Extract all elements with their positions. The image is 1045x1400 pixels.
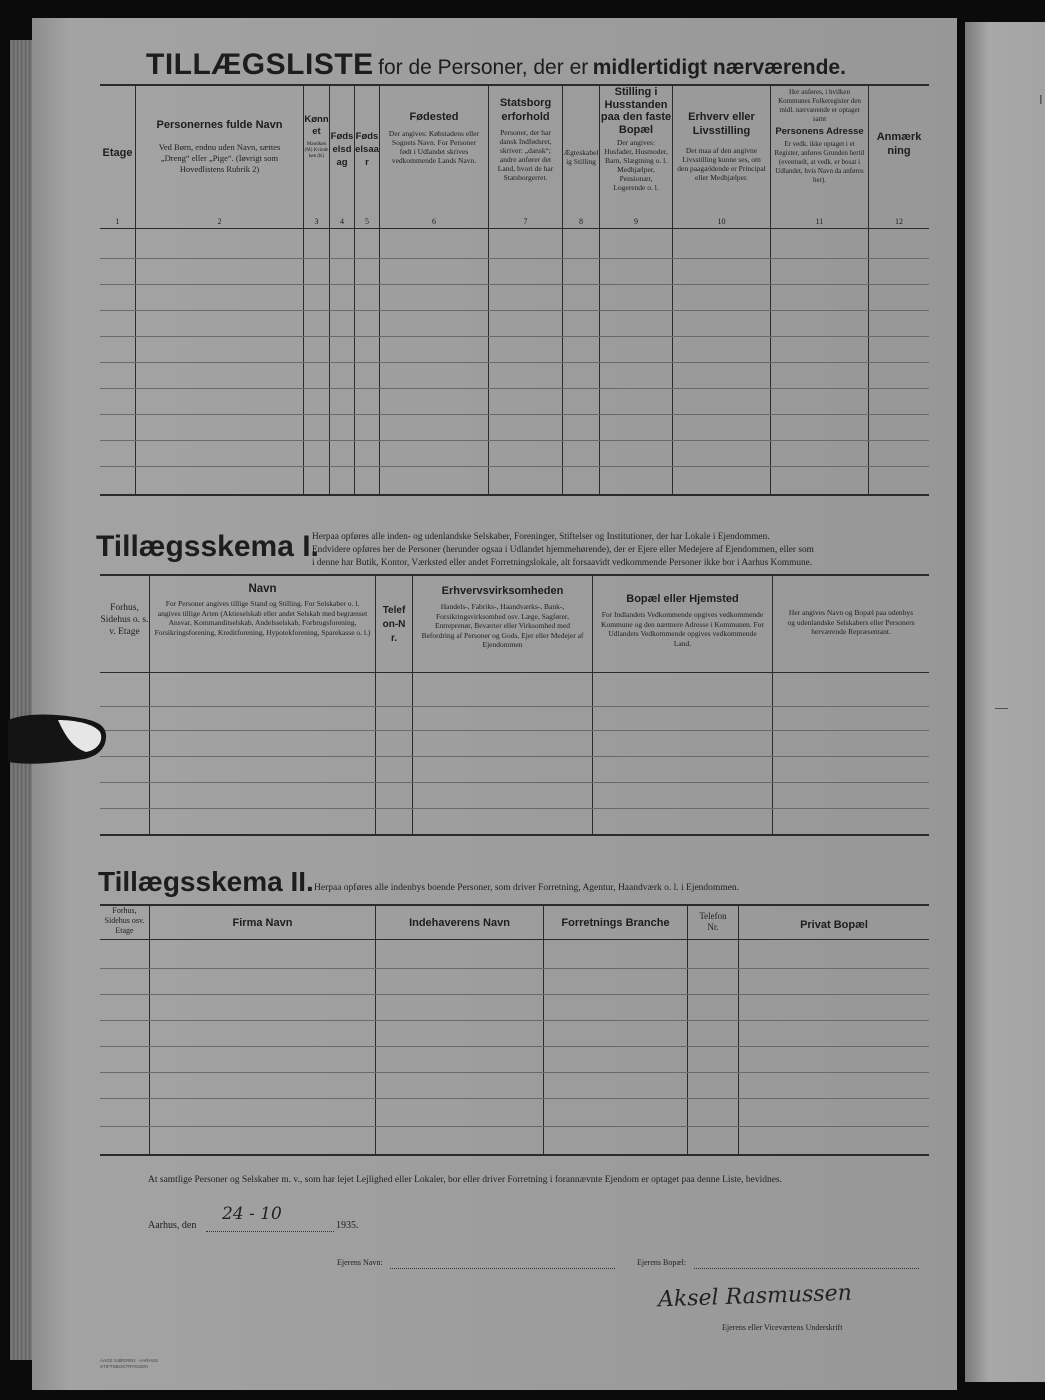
skema1-col-bopael [593,592,772,648]
col-stilling-sub: Der angives: Husfader, Husmoder, Barn, Slægtning o. l. Medhjælper, Pensionær, Logerende o. l. [604,138,668,192]
col-koen-header [304,114,329,160]
col-navn-sub: Ved Børn, endnu uden Navn, sættes „Dreng“ eller „Pige“. (Iøvrigt som Hovedlistens Rubrik 2) [158,142,281,174]
skema2-title: Tillægsskema II. [98,866,314,897]
signature-handwritten: Aksel Rasmussen [657,1280,853,1313]
col-num-10: 10 [717,217,726,226]
skema2-col-branche: Forretnings Branche [561,917,670,929]
col-stilling-header [600,86,672,192]
thumb-icon [8,712,108,768]
form-page [32,18,957,1390]
col-foedested-title: Fødested [409,111,459,123]
skema1-title: Tillægsskema I. [96,530,319,563]
owner-name-label: Ejerens Navn: [337,1258,383,1267]
col-num-4: 4 [340,217,344,226]
col-etage-header: Etage [102,147,133,159]
skema1-col-navn-sub: For Personer angives tillige Stand og Stilling. For Selskaber o. l. angives tillige Arten (Aktieselskab eller andet Selskab med begrænset Ansvar, Kommanditselskab, Andelsselskab, Forbrugsforening, Forsikringsforening, Kreditforening, Hypotekforening, Sparekasse o. l.) [154,599,371,637]
skema1-col-bopael-sub: For Indlandets Vedkommende opgives vedkommende Kommune og den nærmere Adresse i Kommunen. For Udlandets Vedkommende opgives vedkommende Land. [601,610,764,648]
skema1-col-navn [150,582,375,637]
col-erhverv-header [673,110,770,182]
col-navn-header [136,118,303,175]
col-statsborger-title: Statsborgerforhold [499,97,552,123]
facing-page [965,22,1045,1382]
col-num-3: 3 [314,217,319,226]
skema1-col-repr: Her angives Navn og Bopæl paa udenbys og udenlandske Selskabers eller Personers herværende Repræsentant. [787,608,915,636]
title-main: TILLÆGSLISTE [146,48,374,81]
skema1-intro [312,531,930,570]
year-label: 1935. [336,1220,359,1231]
tillaegsliste-title [146,48,846,82]
col-num-9: 9 [634,217,638,226]
date-handwritten: 24 - 10 [222,1204,282,1224]
col-foedselsdag-header: Fødselsdag [330,131,354,168]
skema1-col-erhverv [413,584,592,650]
owner-address-label: Ejerens Bopæl: [637,1258,687,1267]
owner-name-line [390,1267,615,1269]
declaration: At samtlige Personer og Selskaber m. v., som har lejet Lejlighed eller Lokaler, bor eller driver Forretning i forannævnte Ejendom er optaget paa denne Liste, bevidnes. [148,1175,782,1185]
col-koen-sub: Mandkøn (M) Kvindekøn (K) [304,142,329,159]
col-stilling-title: Stilling i Husstanden paa den faste Bopæl [600,86,672,136]
facing-page-mark-mid: — [995,700,1008,715]
col-num-12: 12 [895,217,903,226]
skema2-intro: Herpaa opføres alle indenbys boende Personer, som driver Forretning, Agentur, Haandværk o. l. i Ejendommen. [314,883,740,893]
skema2-col-telefon: Telefon Nr. [699,911,727,932]
col-num-7: 7 [523,217,528,226]
col-erhverv-sub: Det maa af den angivne Livsstilling kunne ses, om den paagældende er Principal eller Medhjælper. [677,146,766,182]
skema1-col-bopael-title: Bopæl eller Hjemsted [626,593,739,605]
col-foedested-header [380,110,488,165]
title-bold: midlertidigt nærværende. [592,56,846,79]
skema2-col-etage: Forhus, Sidehus osv. Etage [104,906,145,935]
col-anmaerkning-header: Anmærkning [876,131,922,157]
col-koen-title: Kønnet [304,114,329,137]
skema1-col-erhverv-sub: Handels-, Fabriks-, Haandværks-, Bank-, Forsikringsvirksomhed osv. Læge, Sagfører, Entreprenør, Beværter eller Virksomhed med Befordring af Personer og Gods, Ejer eller Medejer af Ejendommen [421,602,584,649]
skema1-col-navn-title: Navn [248,583,277,595]
col-num-11: 11 [815,217,824,226]
skema2-col-bopael: Privat Bopæl [800,919,868,931]
col-navn-title: Personernes fulde Navn [156,119,283,131]
skema2-col-indehaver: Indehaverens Navn [409,917,510,929]
date-line [206,1230,334,1232]
col-aegteskab-header: Ægteskabelig Stilling [563,148,599,166]
col-erhverv-title: Erhverv eller Livsstilling [688,111,755,137]
col-adresse-header [771,88,868,185]
signature-label: Ejerens eller Viceværtens Underskrift [722,1323,843,1332]
col-num-2: 2 [217,217,222,226]
col-foedselsaar-header: Fødselsaar [355,131,379,168]
col-adresse-title: Personens Adresse [775,126,864,137]
skema1-intro-3: i denne har Butik, Kontor, Værksted eller andet Forretningslokale, alt forsaavidt vedkommende Personer ikke bor i Aarhus Kommune. [312,558,813,568]
col-num-5: 5 [365,217,369,226]
col-num-1: 1 [115,217,120,226]
col-adresse-top: Her anføres, i hvilken Kommunes Folkeregister den midl. nærværende er optaget samt [778,88,861,123]
col-statsborger-sub: Personer, der har dansk Indfødsret, skriver: „dansk“; andre anfører det Land, hvori de har Statsborgerret. [497,128,554,182]
skema1-col-erhverv-title: Erhvervsvirksomheden [441,585,564,597]
col-statsborger-header [489,96,562,182]
col-adresse-sub: Er vedk. ikke optaget i et Register, anføres Grunden hertil (eventuelt, at vedk. er bosat i Udlandet, hvis Navn da anføres her). [774,140,865,184]
skema2-col-firma: Firma Navn [232,917,293,929]
printer-imprint: AAGE SJØGREN · AARHUS STIFTSBOGTRYKKERI [100,1358,159,1369]
skema1-col-etage: Forhus, Sidehus o. s. v. Etage [100,603,149,637]
owner-address-line [694,1267,919,1269]
place-label: Aarhus, den [148,1220,197,1231]
skema1-col-telefon: Telefon-Nr. [382,605,406,644]
skema1-intro-2: Endvidere opføres her de Personer (herunder ogsaa i Udlandet hjemmehørende), der er Ejere eller Medejere af Ejendommen, eller som [312,545,814,555]
col-foedested-sub: Der angives: Købstadens eller Sognets Navn. For Personer født i Udlandet skrives vedkommende Lands Navn. [388,129,480,165]
skema1-intro-1: Herpaa opføres alle inden- og udenlandske Selskaber, Foreninger, Stiftelser og Institutioner, der har Lokale i Ejendommen. [312,532,770,542]
col-num-6: 6 [432,217,436,226]
col-num-8: 8 [579,217,583,226]
title-rest: for de Personer, der er [378,56,589,79]
facing-page-mark: I [1039,92,1043,107]
